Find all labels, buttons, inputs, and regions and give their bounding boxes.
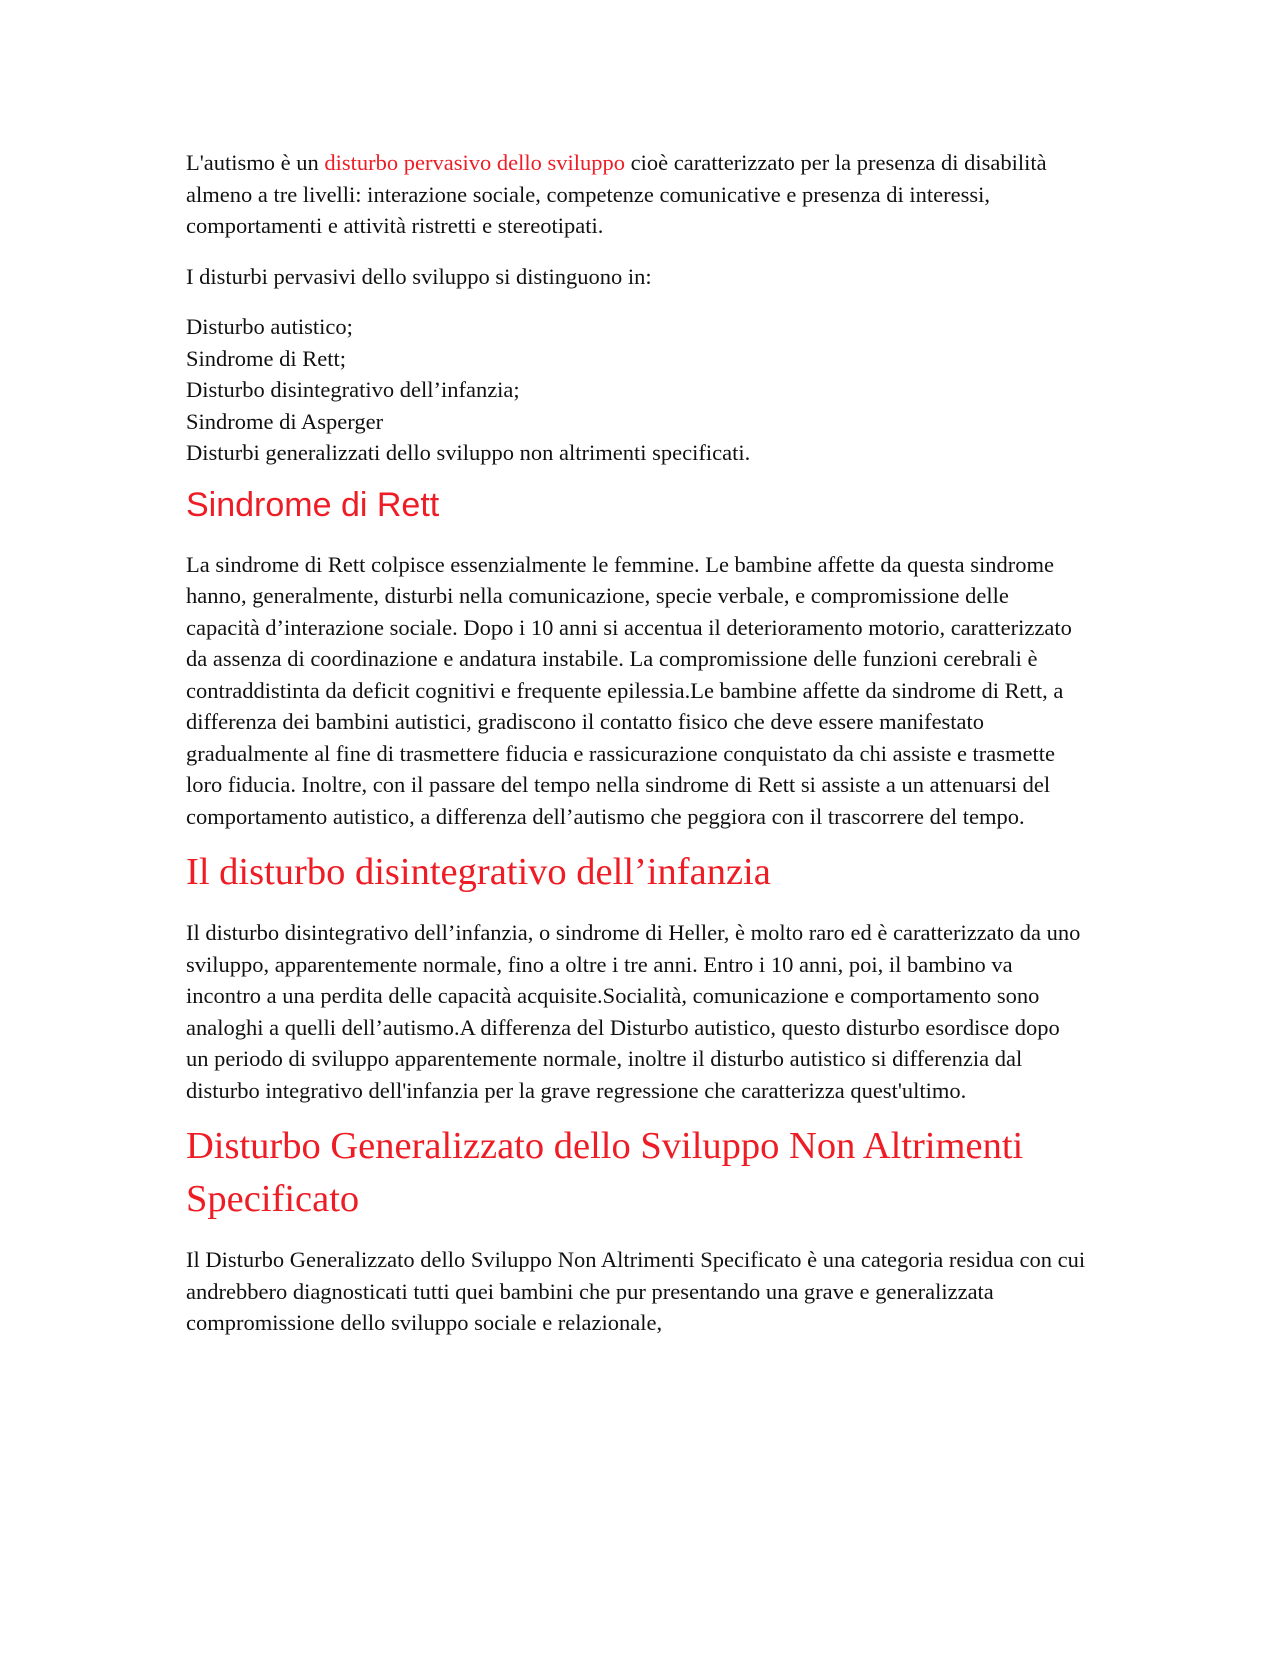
disorder-list	[186, 311, 1086, 469]
list-intro: I disturbi pervasivi dello sviluppo si distinguono in:	[186, 263, 652, 289]
intro-paragraph	[186, 147, 1086, 242]
section-heading-rett: Sindrome di Rett	[186, 485, 440, 524]
intro-text-after: cioè caratterizzato per la presenza di disabilità almeno a tre livelli: interazione sociale, competenze comunicative e presenza di interessi, comportamenti e attività ristretti e stereotipati.	[186, 150, 1047, 238]
list-item: Sindrome di Asperger	[186, 408, 384, 434]
section-body-pdd-nos: Il Disturbo Generalizzato dello Sviluppo Non Altrimenti Specificato è una categoria residua con cui andrebbero diagnosticati tutti quei bambini che pur presentando una grave e generalizzata compromissione dello sviluppo sociale e relazionale,	[186, 1247, 1086, 1335]
list-item: Disturbo disintegrativo dell’infanzia;	[186, 377, 520, 402]
section-body-rett: La sindrome di Rett colpisce essenzialmente le femmine. Le bambine affette da questa sindrome hanno, generalmente, disturbi nella comunicazione, specie verbale, e compromissione delle capacità d’interazione sociale. Dopo i 10 anni si accentua il deterioramento motorio, caratterizzato da assenza di coordinazione e andatura instabile. La compromissione delle funzioni cerebrali è contraddistinta da deficit cognitivi e frequente epilessia.Le bambine affette da sindrome di Rett, a differenza dei bambini autistici, gradiscono il contatto fisico che deve essere manifestato gradualmente al fine di trasmettere fiducia e rassicurazione conquistato da chi assiste e trasmette loro fiducia. Inoltre, con il passare del tempo nella sindrome di Rett si assiste a un attenuarsi del comportamento autistico, a differenza dell’autismo che peggiora con il trascorrere del tempo.	[186, 551, 1072, 829]
intro-text-before: L'autismo è un	[186, 150, 325, 175]
list-item: Disturbi generalizzati dello sviluppo non altrimenti specificati.	[186, 440, 751, 465]
section-body-disintegrative: Il disturbo disintegrativo dell’infanzia, o sindrome di Heller, è molto raro ed è caratterizzato da uno sviluppo, apparentemente normale, fino a oltre i tre anni. Entro i 10 anni, poi, il bambino va incontro a una perdita delle capacità acquisite.Socialità, comunicazione e comportamento sono analoghi a quelli dell’autismo.A differenza del Disturbo autistico, questo disturbo esordisce dopo un periodo di sviluppo apparentemente normale, inoltre il disturbo autistico si differenzia dal disturbo integrativo dell'infanzia per la grave regressione che caratterizza quest'ultimo.	[186, 920, 1081, 1103]
section-heading-pdd-nos: Disturbo Generalizzato dello Sviluppo Non Altrimenti Specificato	[186, 1125, 1024, 1220]
section-heading-disintegrative: Il disturbo disintegrativo dell’infanzia	[186, 851, 771, 893]
list-item: Disturbo autistico;	[186, 314, 353, 339]
document-body	[186, 147, 1086, 1339]
intro-highlight: disturbo pervasivo dello sviluppo	[324, 150, 626, 175]
list-item: Sindrome di Rett;	[186, 345, 346, 371]
